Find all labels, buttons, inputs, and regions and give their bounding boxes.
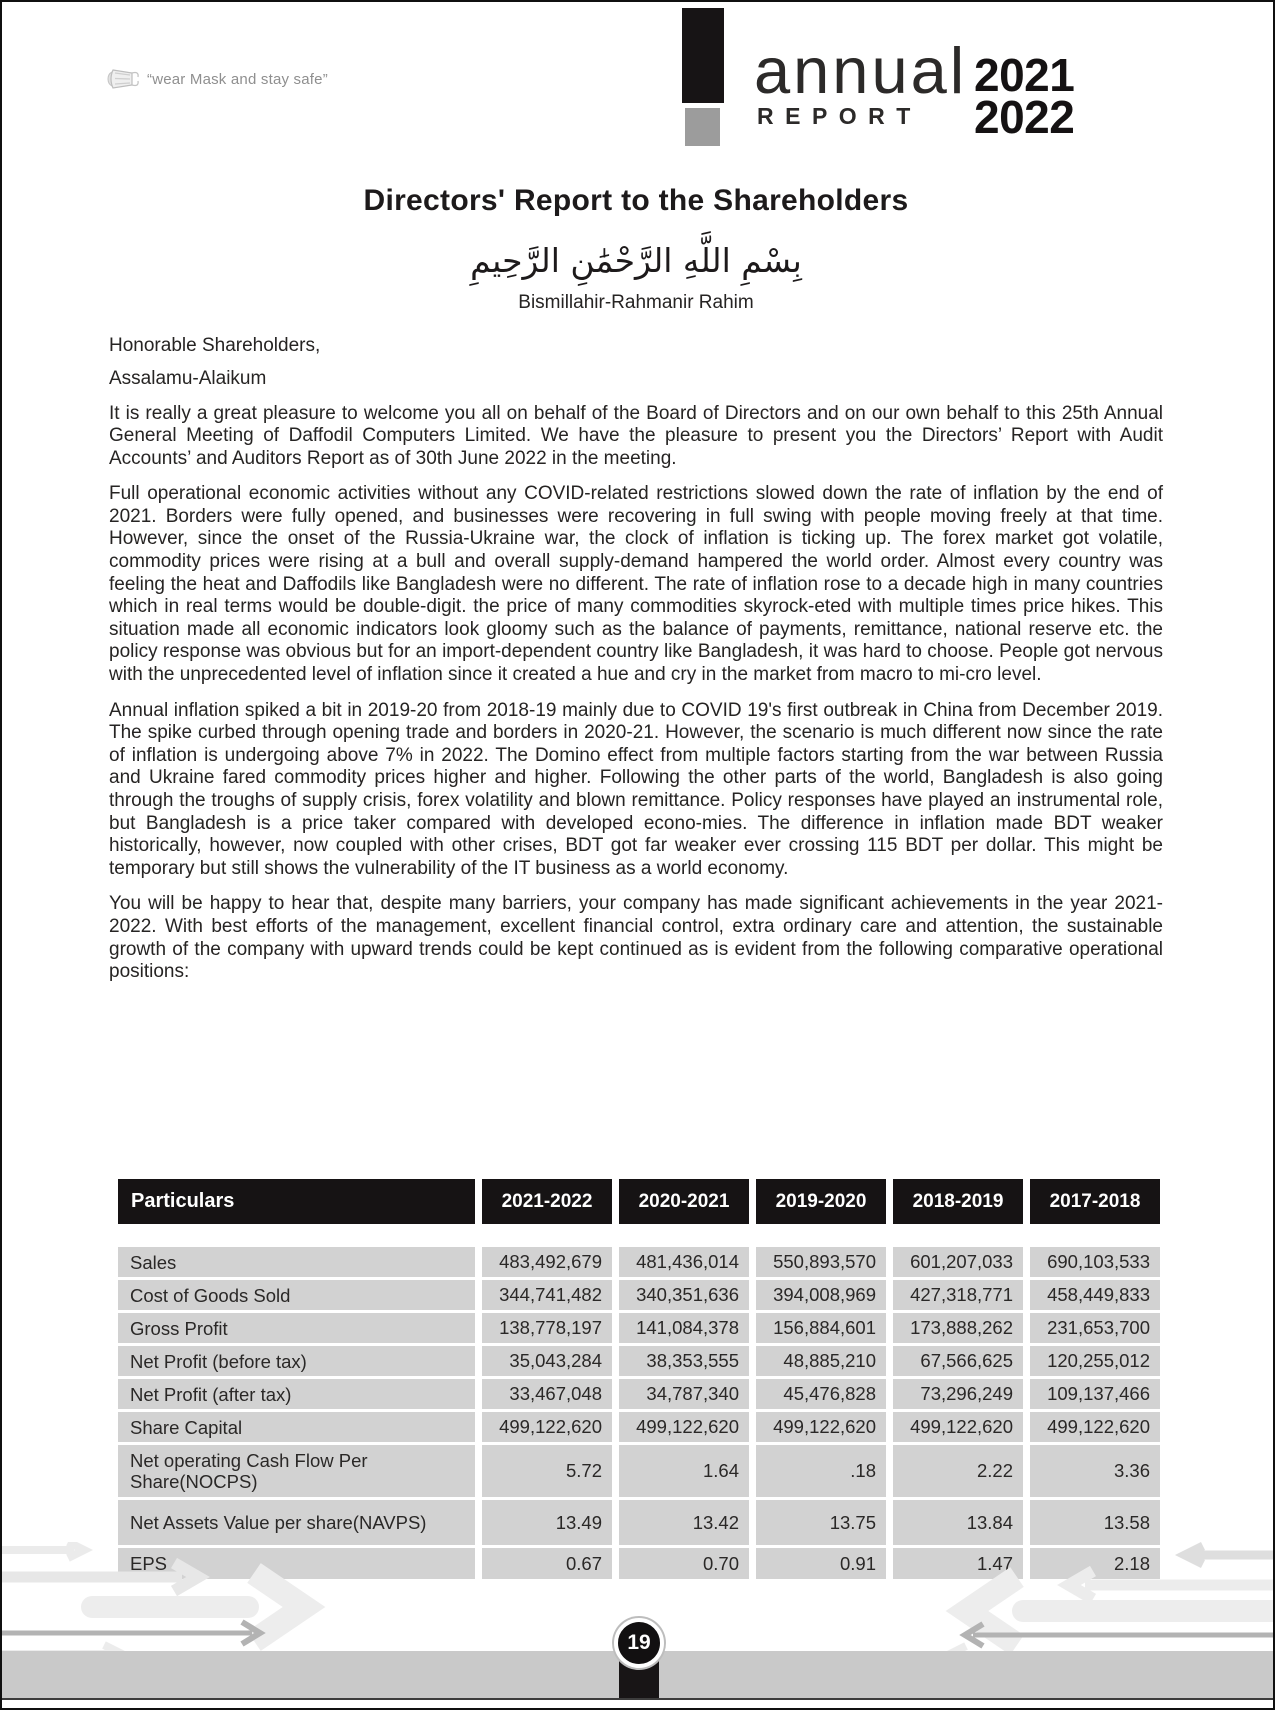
table-row-label: Cost of Goods Sold <box>118 1280 475 1310</box>
table-cell: 483,492,679 <box>482 1247 612 1277</box>
table-cell: 48,885,210 <box>756 1346 886 1376</box>
table-cell: 340,351,636 <box>619 1280 749 1310</box>
table-cell: 13.75 <box>756 1500 886 1545</box>
paragraph-achievements: You will be happy to hear that, despite many barriers, your company has made significant achievements in the year 2021-2022. With best efforts of the management, excellent financial control, extra ordinary care and attention, the sustainable growth of the company with upward trends could be kept continued as is evident from the following comparative operational positions: <box>109 893 1163 983</box>
table-row-label: Net Profit (after tax) <box>118 1379 475 1409</box>
brand-wordmark <box>754 34 968 129</box>
table-cell: 344,741,482 <box>482 1280 612 1310</box>
brand-black-block <box>682 8 724 103</box>
table-cell: 1.64 <box>619 1445 749 1497</box>
table-cell: 34,787,340 <box>619 1379 749 1409</box>
table-column-header: 2020-2021 <box>619 1179 749 1224</box>
table-cell: 499,122,620 <box>619 1412 749 1442</box>
table-cell: 0.91 <box>756 1548 886 1579</box>
table-cell: 499,122,620 <box>756 1412 886 1442</box>
salutation-shareholders: Honorable Shareholders, <box>109 334 321 356</box>
table-cell: 141,084,378 <box>619 1313 749 1343</box>
table-column-header: 2021-2022 <box>482 1179 612 1224</box>
table-cell: 499,122,620 <box>1030 1412 1160 1442</box>
table-cell: 601,207,033 <box>893 1247 1023 1277</box>
table-cell: 0.70 <box>619 1548 749 1579</box>
page-number: 19 <box>627 1631 651 1654</box>
table-row-label: EPS <box>118 1548 475 1579</box>
table-row-label: Sales <box>118 1247 475 1277</box>
table-cell: 499,122,620 <box>893 1412 1023 1442</box>
page-title: Directors' Report to the Shareholders <box>363 184 909 217</box>
table-cell: 109,137,466 <box>1030 1379 1160 1409</box>
table-cell: 156,884,601 <box>756 1313 886 1343</box>
table-cell: 13.84 <box>893 1500 1023 1545</box>
salutation-greeting: Assalamu-Alaikum <box>109 367 267 389</box>
document-body <box>109 184 1163 984</box>
bismillah-caption: Bismillahir-Rahmanir Rahim <box>518 291 754 313</box>
table-cell: 458,449,833 <box>1030 1280 1160 1310</box>
mask-note-text: “wear Mask and stay safe” <box>147 70 328 88</box>
table-body <box>118 1247 1160 1579</box>
table-column-header: 2017-2018 <box>1030 1179 1160 1224</box>
face-mask-icon <box>106 64 140 94</box>
table-row-label: Net Profit (before tax) <box>118 1346 475 1376</box>
brand-year-bottom: 2022 <box>974 91 1075 144</box>
table-cell: 120,255,012 <box>1030 1346 1160 1376</box>
table-header-row <box>118 1179 1160 1224</box>
table-cell: 690,103,533 <box>1030 1247 1160 1277</box>
table-cell: 231,653,700 <box>1030 1313 1160 1343</box>
table-column-header: 2019-2020 <box>756 1179 886 1224</box>
page-number-badge <box>614 1618 664 1668</box>
table-cell: 394,008,969 <box>756 1280 886 1310</box>
table-cell: 13.49 <box>482 1500 612 1545</box>
brand-report-text: REPORT <box>757 103 922 129</box>
table-row-label: Share Capital <box>118 1412 475 1442</box>
table-cell: 1.47 <box>893 1548 1023 1579</box>
table-column-header: 2018-2019 <box>893 1179 1023 1224</box>
brand-year-top: 2021 <box>974 49 1075 101</box>
table-cell: 2.22 <box>893 1445 1023 1497</box>
table-row-label: Net Assets Value per share(NAVPS) <box>118 1500 475 1545</box>
table-cell: 73,296,249 <box>893 1379 1023 1409</box>
table-cell: 67,566,625 <box>893 1346 1023 1376</box>
table-cell: 550,893,570 <box>756 1247 886 1277</box>
table-row-label: Net operating Cash Flow Per Share(NOCPS) <box>118 1445 475 1497</box>
brand-annual-text: annual <box>754 34 968 107</box>
brand-years <box>974 49 1075 144</box>
table-cell: .18 <box>756 1445 886 1497</box>
paragraph-inflation: Annual inflation spiked a bit in 2019-20 from 2018-19 mainly due to COVID 19's first outbreak in China from December 2019. The spike curbed through opening trade and borders in 2020-21. However, the scenario is much different now since the rate of inflation is undergoing above 7% in 2022. The Domino effect from multiple factors starting from the war between Russia and Ukraine fared commodity prices higher and higher. Following the other parts of the world, Bangladesh is also going through the troughs of supply crisis, forex volatility and blown remittance. Policy responses have played an instrumental role, but Bangladesh is a price taker compared with developed econo-mies. The difference in inflation made BDT weaker historically, however, now coupled with other crises, BDT got far weaker ever crossing 115 BDT per dollar. This might be temporary but still shows the vulnerability of the IT business as a world economy. <box>109 699 1163 879</box>
table-cell: 35,043,284 <box>482 1346 612 1376</box>
table-cell: 5.72 <box>482 1445 612 1497</box>
table-cell: 38,353,555 <box>619 1346 749 1376</box>
table-cell: 138,778,197 <box>482 1313 612 1343</box>
table-cell: 45,476,828 <box>756 1379 886 1409</box>
table-row-label: Gross Profit <box>118 1313 475 1343</box>
table-cell: 481,436,014 <box>619 1247 749 1277</box>
table-cell: 427,318,771 <box>893 1280 1023 1310</box>
brand-gray-block <box>685 108 720 146</box>
table-column-header: Particulars <box>118 1179 475 1224</box>
table-cell: 499,122,620 <box>482 1412 612 1442</box>
table-cell: 0.67 <box>482 1548 612 1579</box>
table-cell: 2.18 <box>1030 1548 1160 1579</box>
financial-table <box>118 1179 1160 1579</box>
paragraph-welcome: It is really a great pleasure to welcome you all on behalf of the Board of Directors and on our own behalf to this 25th Annual General Meeting of Daffodil Computers Limited. We have the pleasure to present you the Directors’ Report with Audit Accounts’ and Auditors Report as of 30th June 2022 in the meeting. <box>109 402 1163 469</box>
table-cell: 173,888,262 <box>893 1313 1023 1343</box>
mask-note <box>106 64 328 94</box>
table-cell: 33,467,048 <box>482 1379 612 1409</box>
table-cell: 13.42 <box>619 1500 749 1545</box>
table-cell: 13.58 <box>1030 1500 1160 1545</box>
bismillah-calligraphy: بِسْمِ اللَّهِ الرَّحْمَٰنِ الرَّحِيمِ <box>470 241 802 280</box>
table-cell: 3.36 <box>1030 1445 1160 1497</box>
paragraph-economy: Full operational economic activities without any COVID-related restrictions slowed down the rate of inflation by the end of 2021. Borders were fully opened, and businesses were recovering in full swing with people moving freely at that time. However, since the onset of the Russia-Ukraine war, the clock of inflation is ticking up. The forex market got volatile, commodity prices were rising at a bull and overall supply-demand hampered the world order. Almost every country was feeling the heat and Daffodils like Bangladesh were no different. The rate of inflation rose to a decade high in many countries which in real terms would be double-digit. the price of many commodities skyrock-eted with multiple times price hikes. This situation made all economic indicators look gloomy such as the balance of payments, remittance, national reserve etc. the policy response was obvious but for an import-dependent country like Bangladesh, it was hard to choose. People got nervous with the unprecedented level of inflation since it created a hue and cry in the market from macro to mi-cro level. <box>109 483 1163 686</box>
